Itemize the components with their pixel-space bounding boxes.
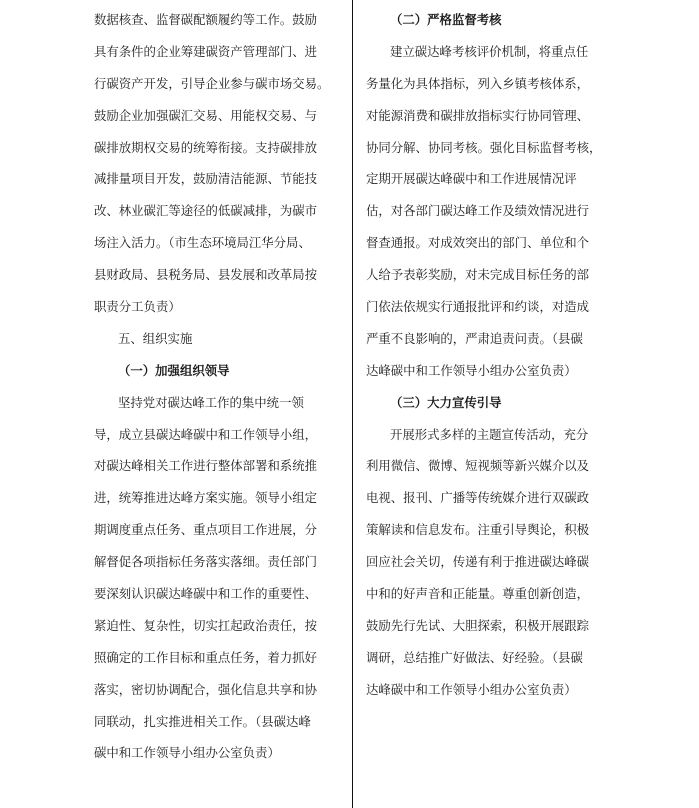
paragraph-line: 同联动，扎实推进相关工作。（县碳达峰	[94, 713, 311, 729]
paragraph-line: 进，统筹推进达峰方案实施。领导小组定	[94, 490, 318, 506]
paragraph-line: 回应社会关切，传递有利于推进碳达峰碳	[366, 554, 590, 570]
paragraph-line: 策解读和信息发布。注重引导舆论，积极	[366, 522, 590, 538]
paragraph-line: 鼓励先行先试、大胆探索，积极开展跟踪	[366, 617, 590, 633]
paragraph-line: 碳中和工作领导小组办公室负责）	[94, 745, 280, 761]
paragraph-line: 达峰碳中和工作领导小组办公室负责）	[366, 681, 577, 697]
paragraph-line: 建立碳达峰考核评价机制，将重点任	[390, 43, 589, 59]
paragraph-line: 门依法依规实行通报批评和约谈，对造成	[366, 299, 590, 315]
paragraph-line: 开展形式多样的主题宣传活动，充分	[390, 426, 589, 442]
paragraph-line: 解督促各项指标任务落实落细。责任部门	[94, 554, 318, 570]
paragraph-line: 电视、报刊、广播等传统媒介进行双碳政	[366, 490, 590, 506]
paragraph-line: 定期开展碳达峰碳中和工作进展情况评	[366, 171, 577, 187]
paragraph-line: 数据核查、监督碳配额履约等工作。鼓励	[94, 12, 318, 27]
paragraph-line: 督查通报。对成效突出的部门、单位和个	[366, 235, 590, 251]
paragraph-line: 期调度重点任务、重点项目工作进展，分	[94, 522, 318, 538]
paragraph-line: 县财政局、县税务局、县发展和改革局按	[94, 267, 318, 283]
subsection-heading: （一）加强组织领导	[118, 362, 230, 378]
section-heading: 五、组织实施	[118, 330, 193, 346]
paragraph-line: 减排量项目开发，鼓励清洁能源、节能技	[94, 171, 318, 187]
column-divider	[352, 0, 353, 808]
paragraph-line: 落实，密切协调配合，强化信息共享和协	[94, 681, 318, 697]
subsection-heading: （三）大力宣传引导	[390, 394, 502, 410]
paragraph-line: 调研，总结推广好做法、好经验。（县碳	[366, 649, 583, 665]
paragraph-line: 利用微信、微博、短视频等新兴媒介以及	[366, 458, 590, 474]
paragraph-line: 导，成立县碳达峰碳中和工作领导小组，	[94, 426, 318, 442]
paragraph-line: 要深刻认识碳达峰碳中和工作的重要性、	[94, 586, 318, 602]
paragraph-line: 达峰碳中和工作领导小组办公室负责）	[366, 362, 577, 378]
paragraph-line: 对能源消费和碳排放指标实行协同管理、	[366, 107, 590, 123]
paragraph-line: 估，对各部门碳达峰工作及绩效情况进行	[366, 203, 590, 219]
paragraph-line: 人给予表彰奖励，对未完成目标任务的部	[366, 267, 590, 283]
subsection-heading: （二）严格监督考核	[390, 12, 502, 27]
paragraph-line: 协同分解、协同考核。强化目标监督考核，	[366, 139, 602, 155]
paragraph-line: 行碳资产开发，引导企业参与碳市场交易。	[94, 75, 330, 91]
paragraph-line: 紧迫性、复杂性，切实扛起政治责任，按	[94, 617, 318, 633]
paragraph-line: 坚持党对碳达峰工作的集中统一领	[118, 394, 304, 410]
paragraph-line: 严重不良影响的，严肃追责问责。（县碳	[366, 330, 583, 346]
right-column	[366, 4, 622, 706]
paragraph-line: 碳排放期权交易的统筹衔接。支持碳排放	[94, 139, 318, 155]
paragraph-line: 对碳达峰相关工作进行整体部署和系统推	[94, 458, 318, 474]
left-column	[94, 4, 350, 769]
paragraph-line: 鼓励企业加强碳汇交易、用能权交易、与	[94, 107, 318, 123]
paragraph-line: 具有条件的企业筹建碳资产管理部门、进	[94, 43, 318, 59]
paragraph-line: 务量化为具体指标，列入乡镇考核体系，	[366, 75, 590, 91]
paragraph-line: 中和的好声音和正能量。尊重创新创造，	[366, 586, 590, 602]
paragraph-line: 改、林业碳汇等途径的低碳减排，为碳市	[94, 203, 318, 219]
paragraph-line: 照确定的工作目标和重点任务，着力抓好	[94, 649, 318, 665]
paragraph-line: 职责分工负责）	[94, 299, 181, 315]
paragraph-line: 场注入活力。（市生态环境局江华分局、	[94, 235, 311, 251]
